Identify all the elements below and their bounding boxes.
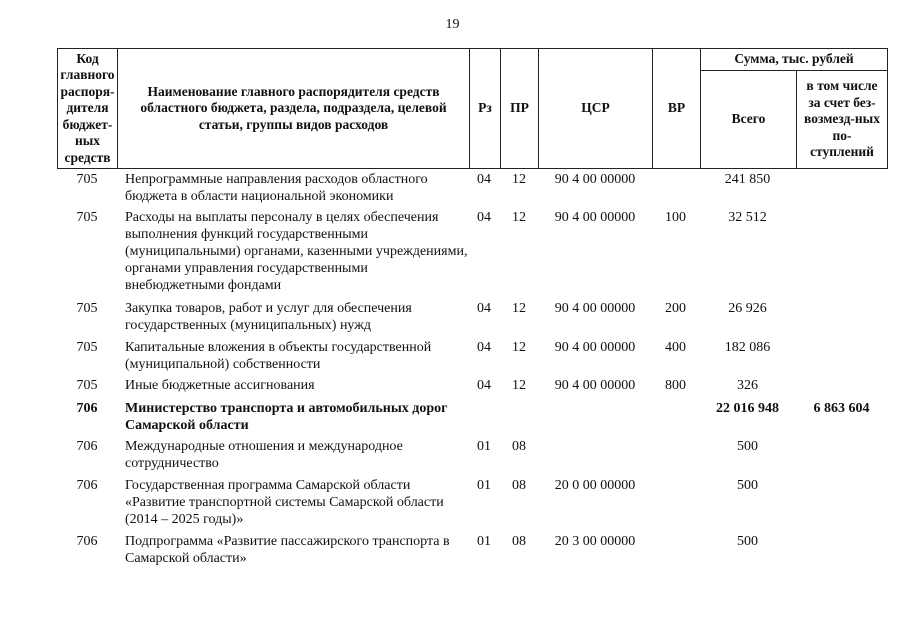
header-free <box>797 71 887 168</box>
row-vr: 400 <box>665 340 686 355</box>
row-total: 500 <box>737 478 758 493</box>
row-pr: 08 <box>512 478 526 493</box>
row-name: Непрограммные направления расходов областного бюджета в области национальной экономики <box>125 172 428 204</box>
row-pr: 12 <box>512 301 526 316</box>
row-code: 705 <box>76 210 98 225</box>
row-rz: 04 <box>477 210 491 225</box>
row-total: 22 016 948 <box>716 401 779 416</box>
row-total: 500 <box>737 439 758 454</box>
row-total: 26 926 <box>728 301 767 316</box>
row-csr: 20 3 00 00000 <box>554 534 636 549</box>
row-pr: 08 <box>512 534 526 549</box>
row-rz: 01 <box>477 478 491 493</box>
header-csr-label: ЦСР <box>581 100 610 116</box>
header-total-label: Всего <box>731 111 766 127</box>
row-name: Закупка товаров, работ и услуг для обеспечения государственных (муниципальных) нужд <box>125 301 412 333</box>
row-name: Международные отношения и международное сотрудничество <box>125 439 403 471</box>
table-header <box>57 48 888 169</box>
header-sum <box>701 49 887 71</box>
header-vr <box>653 49 701 168</box>
row-csr: 90 4 00 00000 <box>554 172 636 187</box>
row-rz: 04 <box>477 340 491 355</box>
header-rz <box>470 49 501 168</box>
row-name: Расходы на выплаты персоналу в целях обеспечения выполнения функций государственными (муниципальными) органами, казенными учреждениями, органами управления государственными внебюджетными фондами <box>125 210 468 293</box>
row-rz: 04 <box>477 378 491 393</box>
header-pr-label: ПР <box>510 100 529 116</box>
header-csr <box>539 49 653 168</box>
row-total: 500 <box>737 534 758 549</box>
row-vr: 800 <box>665 378 686 393</box>
row-rz: 01 <box>477 534 491 549</box>
row-code: 706 <box>76 439 98 454</box>
header-pr <box>501 49 539 168</box>
row-name: Капитальные вложения в объекты государственной (муниципальной) собственности <box>125 340 432 372</box>
row-name: Государственная программа Самарской области «Развитие транспортной системы Самарской области (2014 – 2025 годы)» <box>125 478 444 527</box>
row-code: 705 <box>76 301 98 316</box>
header-name-label: Наименование главного распорядителя средств областного бюджета, раздела, подраздела, целевой статьи, группы видов расходов <box>140 83 447 132</box>
row-csr: 90 4 00 00000 <box>554 340 636 355</box>
row-code: 706 <box>76 478 98 493</box>
row-rz: 04 <box>477 301 491 316</box>
row-pr: 12 <box>512 172 526 187</box>
header-code <box>58 49 118 168</box>
row-pr: 12 <box>512 210 526 225</box>
row-rz: 01 <box>477 439 491 454</box>
row-total: 326 <box>737 378 758 393</box>
row-name: Иные бюджетные ассигнования <box>125 378 315 393</box>
row-name: Подпрограмма «Развитие пассажирского транспорта в Самарской области» <box>125 534 450 566</box>
row-vr: 200 <box>665 301 686 316</box>
row-code: 706 <box>76 401 98 416</box>
header-total <box>701 71 797 168</box>
row-code: 706 <box>76 534 98 549</box>
row-pr: 12 <box>512 378 526 393</box>
row-total: 32 512 <box>728 210 767 225</box>
row-csr: 90 4 00 00000 <box>554 210 636 225</box>
page-number: 19 <box>445 17 460 32</box>
row-vr: 100 <box>665 210 686 225</box>
header-free-label: в том числе за счет без-возмезд-ных по-ступлений <box>804 78 880 160</box>
header-name <box>118 49 470 168</box>
row-csr: 90 4 00 00000 <box>554 301 636 316</box>
row-code: 705 <box>76 172 98 187</box>
row-pr: 08 <box>512 439 526 454</box>
row-csr: 20 0 00 00000 <box>554 478 636 493</box>
row-rz: 04 <box>477 172 491 187</box>
row-code: 705 <box>76 340 98 355</box>
row-total: 241 850 <box>724 172 771 187</box>
header-vr-label: ВР <box>667 100 686 116</box>
header-sum-label: Сумма, тыс. рублей <box>734 51 854 67</box>
row-code: 705 <box>76 378 98 393</box>
header-rz-label: Рз <box>478 100 492 116</box>
header-code-label: Код главного распоря-дителя бюджет-ных средств <box>60 50 115 165</box>
row-csr: 90 4 00 00000 <box>554 378 636 393</box>
row-name: Министерство транспорта и автомобильных дорог Самарской области <box>125 401 448 433</box>
row-total: 182 086 <box>724 340 771 355</box>
row-free: 6 863 604 <box>813 401 870 416</box>
row-pr: 12 <box>512 340 526 355</box>
